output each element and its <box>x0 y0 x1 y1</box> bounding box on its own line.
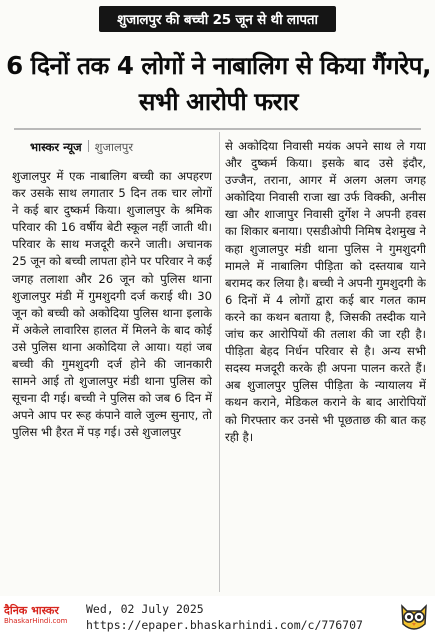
edition-date: Wed, 02 July 2025 <box>86 602 204 616</box>
headline: 6 दिनों तक 4 लोगों ने नाबालिग से किया गैंगरेप, सभी आरोपी फरार <box>6 51 431 116</box>
dainik-bhaskar-logo[interactable] <box>4 605 76 629</box>
article-column-right: से अकोदिया निवासी मयंक अपने साथ ले गया और दुष्कर्म किया। इसके बाद उसे इंदौर, उज्जैन, तराना, आगर में अलग अलग जगह अकोदिया निवासी राजा खा उर्फ विक्की, अनीस खा और शाजापुर निवासी दुर्गेश ने अपनी हवस का शिकार बनाया। एसडीओपी निमिष देशमुख ने कहा शुजालपुर मंडी थाना पुलिस ने गुमशुदगी मामले में नाबालिग पीड़िता को दस्तयाब याने बरामद कर लिया है। बच्ची ने अपनी गुमशुदगी के 6 दिनों में 4 लोगों द्वारा कई बार गलत काम करने का कथन बताया है, जिसकी तस्दीक याने जांच कर आरोपियों की तलाश की जा रही है। पीड़िता बेहद निर्धन परिवार से है। अन्य सभी सदस्य मजदूरी करके ही अपना पालन करते हैं। अब शुजालपुर पुलिस पीड़िता के न्यायालय में कथन कराने, मेडिकल कराने के बाद आरोपियों को गिरफ्तार कर उनसे भी पूछताछ की बात कह रही है। <box>225 139 426 444</box>
byline-place: शुजालपुर <box>94 140 134 154</box>
kicker-banner: शुजालपुर की बच्ची 25 जून से थी लापता <box>99 6 336 32</box>
byline-agency: भास्कर न्यूज <box>30 140 82 154</box>
logo-text: दैनिक भास्कर <box>4 604 59 617</box>
byline <box>30 140 133 155</box>
byline-separator <box>88 140 89 152</box>
article-column-left: शुजालपुर में एक नाबालिग बच्ची का अपहरण कर उसके साथ लगातार 5 दिन तक चार लोगों ने कई बार दुष्कर्म किया। शुजालपुर के श्रमिक परिवार की 16 वर्षीय बेटी स्कूल नहीं जाती थी। परिवार के साथ मजदूरी करने जाती। अचानक 25 जून को बच्ची लापता होने पर परिवार ने कई जगह तलाशा और 26 जून को पुलिस थाना शुजालपुर मंडी में गुमशुदगी दर्ज कराई थी। 30 जून को बच्ची को अकोदिया पुलिस थाना इलाके में अकेले लावारिस हालत में मिलने के बाद कोई उसे पुलिस थाना अकोदिया ले आया। यहां जब बच्ची की गुमशुदगी दर्ज होने की जानकारी सामने आई तो शुजालपुर मंडी थाना पुलिस को सूचना दी गई। बच्ची ने पुलिस को जब 6 दिन में अपने आप पर रूह कंपाने वाले जुल्म सुनाए, तो पुलिस भी हैरत में पड़ गई। उसे शुजालपुर <box>12 169 212 440</box>
column-divider <box>219 132 220 592</box>
epaper-url[interactable]: https://epaper.bhaskarhindi.com/c/776707 <box>86 618 363 632</box>
owl-icon <box>398 600 430 634</box>
logo-subtext: BhaskarHindi.com <box>4 617 68 625</box>
headline-divider <box>14 128 421 130</box>
kicker-wrap <box>0 6 435 32</box>
